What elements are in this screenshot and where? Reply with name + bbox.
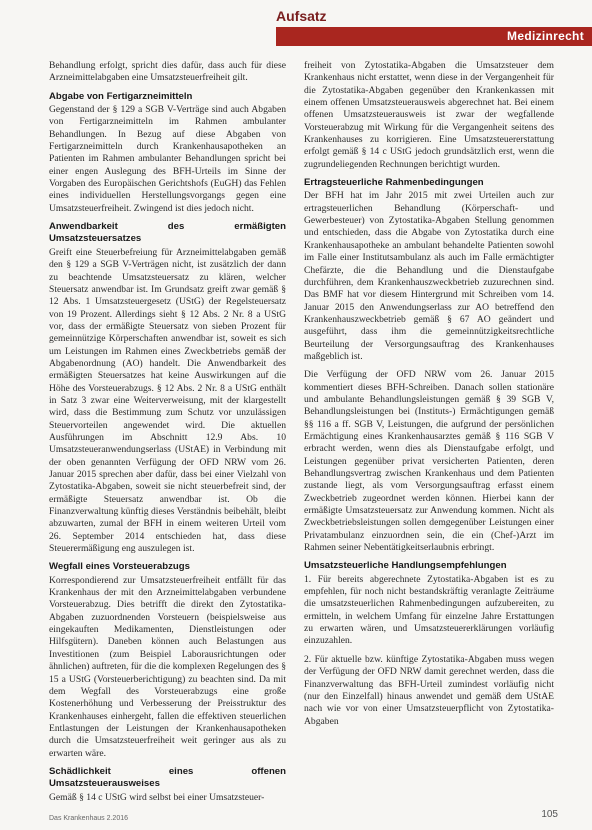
list-item: 1. Für bereits abgerechnete Zytostatika-Abgaben ist es zu empfehlen, für noch nicht bestandskräftig veranlagte Zeiträume die umsatzsteuerlichen Rahmenbedingungen aufzubereiten, zu ermitteln, in welchem Umfang für einzelne Jahre Erstattungen zu erwarten wären, und Umsatzsteuererklärungen vorläufig einzuzahlen.: [304, 573, 554, 647]
paragraph: Korrespondierend zur Umsatzsteuerfreiheit entfällt für das Krankenhaus der mit den Arzneimittelabgaben verbundene Vorsteuerabzug. Dies betrifft die direkt den Zytostatika-Abgaben zuzuordnenden Vorsteuern (beispielsweise aus eingekauften Medikamenten, Dienstleistungen oder Hilfsgütern). Daneben können auch Belastungen aus Investitionen (zum Beispiel Laborausrichtungen oder ähnlichen) auftreten, für die die komplexen Regelungen des § 15 a UStG (Vorsteuerberichtigung) zu beachten sind. Da mit dem Wegfall des Vorsteuerabzugs eine große Kostenerhöhung und Verbesserung der Preisstruktur des Krankenhauses einhergeht, fallen die effektiven steuerlichen Entlastungen der Leistungen der Krankenhausapotheken durch die Umsatzsteuerfreiheit weit geringer aus als zu erwarten wäre.: [49, 574, 286, 759]
list-item: 2. Für aktuelle bzw. künftige Zytostatika-Abgaben muss wegen der Verfügung der OFD NRW damit gerechnet werden, dass die Finanzverwaltung das BFH-Urteil zumindest vorläufig nicht (nur den Einzelfall) hinaus anwendet und gemäß dem UStAE nach wie vor von einer Umsatzsteuerpflicht von Zytostatika-Abgaben: [304, 653, 554, 727]
section-title: Aufsatz: [276, 8, 327, 24]
page-number: 105: [541, 809, 558, 820]
paragraph: Gegenstand der § 129 a SGB V-Verträge sind auch Abgaben von Fertigarzneimitteln im Rahmen ambulanter Behandlungen. In Bezug auf diese Abgaben von Fertigarzneimitteln durch Krankenhausapotheken an Patienten im Rahmen ambulanter Behandlungen spricht bei einer engen Auslegung des BFH-Urteils im Sinne der Vorgaben des Europäischen Gerichtshofs (EuGH) das Fehlen eines individuellen Herstellungsvorgangs gegen eine Umsatzsteuerfreiheit. Zwingend ist dies jedoch nicht.: [49, 104, 286, 214]
heading: Wegfall eines Vorsteuerabzugs: [49, 561, 190, 573]
paragraph: Greift eine Steuerbefreiung für Arzneimittelabgaben gemäß den § 129 a SGB V-Verträgen nicht, ist zusätzlich der dann zu beachtende Umsatzsteuersatz zu klären, welcher Steuersatz anwendbar ist. Im Grundsatz greift zwar gemäß § 12 Abs. 1 Umsatzsteuergesetz (UStG) der Regelsteuersatz von 19 Prozent. Allerdings sieht § 12 Abs. 2 Nr. 8 a UStG vor, dass der ermäßigte Steuersatz von sieben Prozent für gemeinnützige Körperschaften anwendbar ist, soweit es sich um Leistungen im Rahmen eines Zweckbetriebs gemäß der Abgabenordnung (AO) handelt. Die Anwendbarkeit des ermäßigten Steuersatzes hat keine Auswirkungen auf die Höhe des Vorsteuerabzugs. § 12 Abs. 2 Nr. 8 a UStG enthält in Satz 3 zwar eine Weiterverweisung, mit der klargestellt wird, dass die Bestimmung zum Schutz vor unzulässigen Steuervorteilen angewendet wird. Die aktuellen Ausführungen im Abschnitt 12.9 Abs. 10 Umsatzsteueranwendungserlass (UStAE) in Verbindung mit der oben genannten Verfügung der OFD NRW vom 26. Januar 2015 sprechen aber dafür, dass bei einer Vielzahl von Zytostatika-Abgaben, soweit sie nicht steuerbefreit sind, der ermäßigte Steuersatz anwendbar ist. Ob die Finanzverwaltung künftig dieses Verständnis beibehält, bleibt abzuwarten, zumal der BFH in einem weiteren Urteil vom 26. September 2014 entschieden hat, dass diese Steuerermäßigung eng auszulegen ist.: [49, 246, 286, 555]
heading: Abgabe von Fertigarzneimitteln: [49, 90, 193, 102]
left-column: [49, 60, 286, 810]
paragraph: Der BFH hat im Jahr 2015 mit zwei Urteilen auch zur ertragsteuerlichen Behandlung (Körperschaft- und Gewerbesteuer) von Zytostatika-Abgaben Stellung genommen und entschieden, dass die Abgabe von Zytostatika durch eine Krankenhausapotheke an ambulant behandelte Patienten sowohl im Falle einer Institutsambulanz als auch im Falle ermächtigter Chefärzte, die die Behandlung und die Dienstaufgabe durchführen, dem Krankenhauszweckbetrieb zuzurechnen sind. Das BMF hat vor diesem Hintergrund mit Schreiben vom 14. Januar 2015 den Anwendungserlass zur AO betreffend den Krankenhauszweckbetrieb gemäß § 67 AO geändert und ausgeführt, dass ihm die gemeinnützigkeitsrechtliche Beurteilung der Versorgungsauftrag des Krankenhauses maßgeblich ist.: [304, 190, 554, 362]
subject-label: Medizinrecht: [507, 29, 584, 43]
paragraph: Die Verfügung der OFD NRW vom 26. Januar 2015 kommentiert dieses BFH-Schreiben. Danach sollen stationäre und ambulante Behandlungsleistungen gemäß § 39 SGB V, Behandlungsleistungen bei (Instituts-) Ermächtigungen gemäß §§ 116 a ff. SGB V, Leistungen, die aufgrund der persönlichen Ermächtigung eines Krankenhausarztes gemäß § 116 SGB V erbracht werden, wenn dies als Dienstaufgabe erfolgt, und Leistungen gegenüber privat versicherten Patienten, deren Behandlungsvertrag zwischen Krankenhaus und dem Patienten zustande liegt, als vom Versorgungsauftrag erfasst einem Zweckbetrieb zugeordnet werden können. Hierbei kann der ermäßigte Umsatzsteuersatz zur Anwendung kommen. Nicht als Zweckbetriebsleistungen sollen demgegenüber Leistungen einer Privatambulanz einzuordnen sein, die ein (Chef-)Arzt im Rahmen seiner Nebentätigkeitserlaubnis erbringt.: [304, 369, 554, 554]
paragraph: Gemäß § 14 c UStG wird selbst bei einer Umsatzsteuer-: [49, 791, 265, 803]
paragraph: freiheit von Zytostatika-Abgaben die Umsatzsteuer dem Krankenhaus nicht erstattet, wenn diese in der Vergangenheit für die Zytostatika-Abgaben gegenüber den Krankenkassen mit einem offenen Umsatzsteuerausweis abgerechnet hat. Bei einem offenen Umsatzsteuerausweis ist zwar der wegfallende Vorsteuerabzug mit Wirkung für die Vergangenheit seitens des Krankenhauses zu korrigieren. Eine Umsatzsteuererstattung erfolgt gemäß § 14 c UStG jedoch grundsätzlich erst, wenn die zugrundeliegenden Rechnungen berichtigt wurden.: [304, 60, 554, 170]
heading: Umsatzsteuerliche Handlungsempfehlungen: [304, 560, 507, 572]
paragraph: Behandlung erfolgt, spricht dies dafür, dass auch für diese Arzneimittelabgaben eine Umsatzsteuerfreiheit gilt.: [49, 60, 286, 84]
journal-footer: Das Krankenhaus 2.2016: [49, 815, 128, 822]
page-header: [0, 0, 592, 46]
right-column: [304, 60, 554, 734]
heading: Anwendbarkeit des ermäßigten Umsatzsteuersatzes: [49, 221, 286, 245]
heading: Schädlichkeit eines offenen Umsatzsteuerausweises: [49, 765, 286, 790]
heading: Ertragsteuerliche Rahmenbedingungen: [304, 177, 484, 189]
